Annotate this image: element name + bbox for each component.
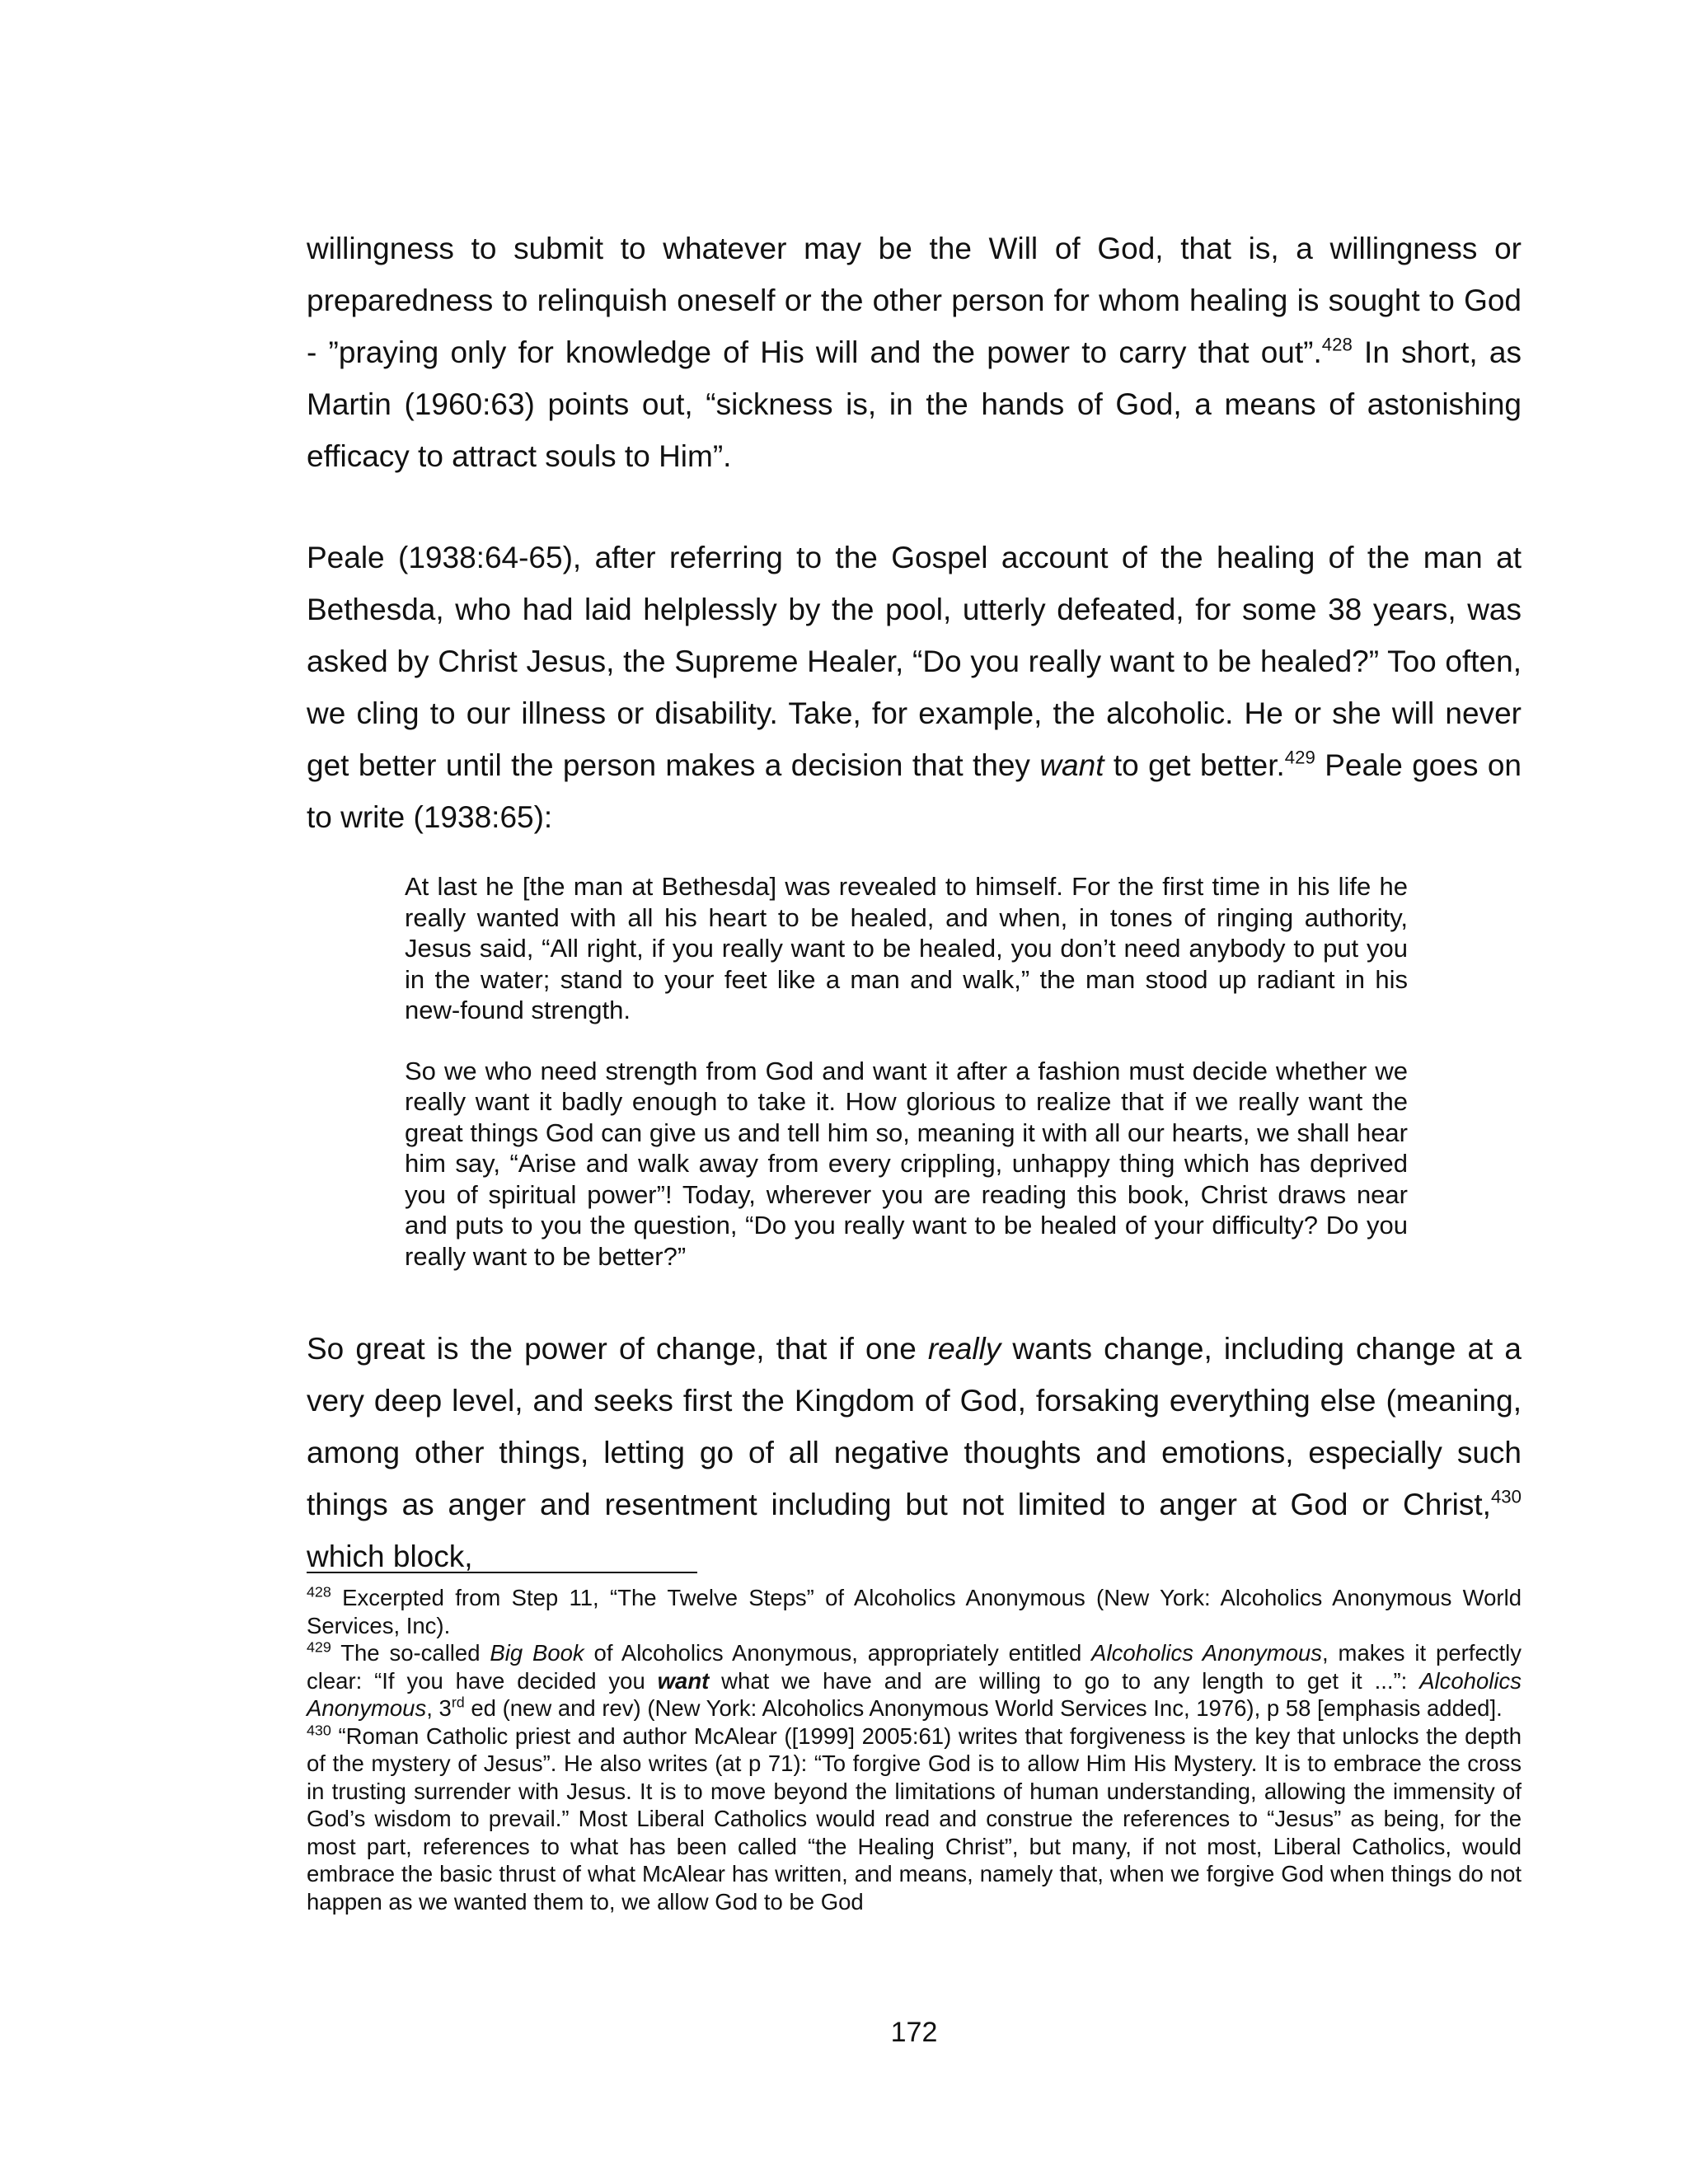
footnote-separator <box>307 1572 697 1573</box>
emphasis-text: want <box>1039 748 1104 782</box>
footnote-text: “Roman Catholic priest and author McAlear ([1999] 2005:61) writes that forgiveness is the key that unlocks the depth of the mystery of Jesus”. He also writes (at p 71): “To forgive God is to allow Him His Mystery. It is to embrace the cross in trusting surrender with Jesus. It is to move beyond the limitations of human understanding, allowing the immensity of God’s wisdom to prevail.” Most Liberal Catholics would read and construe the references to “Jesus” as being, for the most part, references to what has been called “the Healing Christ”, but many, if not most, Liberal Catholics, would embrace the basic thrust of what McAlear has written, and means, namely that, when we forgive God when things do not happen as we wanted them to, we allow God to be God <box>307 1722 1522 1915</box>
footnote-ref-429[interactable]: 429 <box>1284 747 1315 768</box>
footnote-430 <box>307 1722 1522 1916</box>
body-paragraph-2 <box>307 532 1522 843</box>
footnote-429 <box>307 1639 1522 1722</box>
paragraph-text: wants change, including change at a very deep level, and seeks first the Kingdom of God, forsaking everything else (meaning, among other things, letting go of all negative thoughts and emotions, especially such things as anger and resentment including but not limited to anger at God or Christ, <box>307 1332 1522 1521</box>
paragraph-text: which block, <box>307 1540 473 1573</box>
emphasis-text: really <box>927 1332 1001 1366</box>
footnote-text: , 3 <box>426 1695 452 1721</box>
footnote-text: The so-called <box>331 1640 490 1666</box>
paragraph-text: In short, as Martin (1960:63) points out, “sickness is, in the hands of God, a means of astonishing efficacy to attract souls to Him”. <box>307 335 1522 473</box>
footnote-428 <box>307 1584 1522 1639</box>
footnote-number: 428 <box>307 1583 331 1601</box>
footnotes <box>307 1584 1522 1915</box>
block-quote <box>405 871 1408 1301</box>
bold-italic-emphasis: want <box>657 1667 710 1694</box>
footnote-text: of Alcoholics Anonymous, appropriately entitled <box>584 1640 1092 1666</box>
footnote-number: 429 <box>307 1638 331 1656</box>
paragraph-text: to get better. <box>1104 748 1285 782</box>
footnote-text: , makes it perfectly clear: “If you have decided you <box>307 1640 1522 1694</box>
paragraph-text: willingness to submit to whatever may be the Will of God, that is, a willingness or preparedness to relinquish oneself or the other person for whom healing is sought to God - ”praying only for knowledge of His will and the power to carry that out”. <box>307 232 1522 369</box>
footnote-number: 430 <box>307 1721 331 1738</box>
footnote-text: Excerpted from Step 11, “The Twelve Steps” of Alcoholics Anonymous (New York: Alcoholics Anonymous World Services, Inc). <box>307 1585 1522 1638</box>
footnote-text: ed (new and rev) (New York: Alcoholics Anonymous World Services Inc, 1976), p 58 [emphasis added]. <box>464 1695 1503 1721</box>
quote-paragraph-2: So we who need strength from God and want it after a fashion must decide whether we really want it badly enough to take it. How glorious to realize that if we really want the great things God can give us and tell him so, meaning it with all our hearts, we shall hear him say, “Arise and walk away from every crippling, unhappy thing which has deprived you of spiritual power”! Today, wherever you are reading this book, Christ draws near and puts to you the question, “Do you really want to be healed of your difficulty? Do you really want to be better?” <box>405 1056 1408 1271</box>
paragraph-text: Peale (1938:64-65), after referring to the Gospel account of the healing of the man at Bethesda, who had laid helplessly by the pool, utterly defeated, for some 38 years, was asked by Christ Jesus, the Supreme Healer, “Do you really want to be healed?” Too often, we cling to our illness or disability. Take, for example, the alcoholic. He or she will never get better until the person makes a decision that they <box>307 541 1522 782</box>
paragraph-text: Peale goes on to write (1938:65): <box>307 748 1522 834</box>
italic-title: Alcoholics Anonymous <box>307 1667 1522 1721</box>
italic-title: Big Book <box>490 1640 584 1666</box>
footnote-ref-428[interactable]: 428 <box>1321 334 1353 355</box>
page-number: 172 <box>890 2017 938 2048</box>
italic-title: Alcoholics Anonymous <box>1091 1640 1323 1666</box>
body-paragraph-3 <box>307 1323 1522 1582</box>
footnote-text: what we have and are willing to go to any length to get it ...”: <box>709 1667 1420 1694</box>
quote-paragraph-1: At last he [the man at Bethesda] was revealed to himself. For the first time in his life he really wanted with all his heart to be healed, and when, in tones of ringing authority, Jesus said, “All right, if you really want to be healed, you don’t need anybody to put you in the water; stand to your feet like a man and walk,” the man stood up radiant in his new-found strength. <box>405 872 1408 1024</box>
ordinal-suffix: rd <box>451 1694 465 1711</box>
footnote-ref-430[interactable]: 430 <box>1490 1486 1522 1507</box>
paragraph-text: So great is the power of change, that if one <box>307 1332 928 1366</box>
body-paragraph-1 <box>307 223 1522 482</box>
